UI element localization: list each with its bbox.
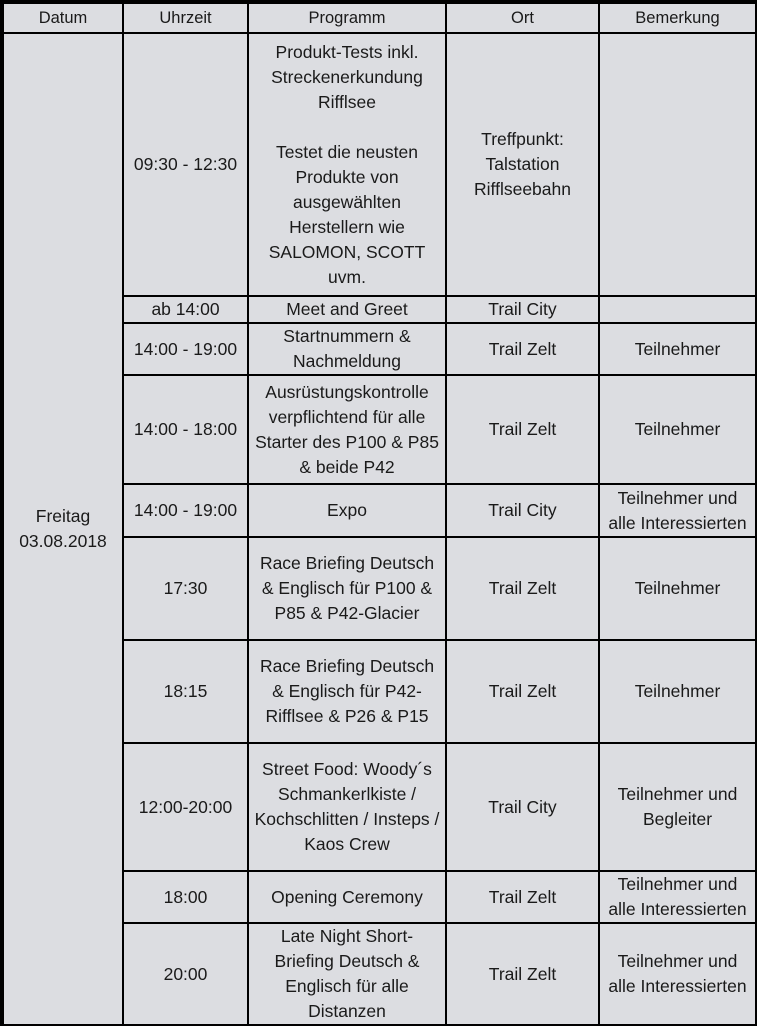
note-cell: Teilnehmer und Begleiter: [599, 743, 756, 871]
header-datum: Datum: [3, 3, 123, 33]
program-cell: Expo: [248, 484, 446, 537]
time-cell: 14:00 - 19:00: [123, 323, 248, 375]
program-cell: Race Briefing Deutsch & Englisch für P100 & P85 & P42-Glacier: [248, 537, 446, 640]
location-cell: Trail Zelt: [446, 537, 599, 640]
program-cell: Ausrüstungskontrolle verpflichtend für alle Starter des P100 & P85 & beide P42: [248, 375, 446, 484]
time-cell: 14:00 - 19:00: [123, 484, 248, 537]
location-cell: Treffpunkt: Talstation Rifflseebahn: [446, 33, 599, 296]
note-cell: Teilnehmer und alle Interessierten: [599, 923, 756, 1025]
location-cell: Trail City: [446, 484, 599, 537]
header-programm: Programm: [248, 3, 446, 33]
note-cell: Teilnehmer und alle Interessierten: [599, 484, 756, 537]
location-cell: Trail City: [446, 296, 599, 323]
note-cell: Teilnehmer: [599, 323, 756, 375]
note-cell: Teilnehmer: [599, 640, 756, 743]
location-cell: Trail Zelt: [446, 640, 599, 743]
note-cell: [599, 296, 756, 323]
location-cell: Trail City: [446, 743, 599, 871]
program-cell: Startnummern & Nachmeldung: [248, 323, 446, 375]
program-cell: Produkt-Tests inkl. Streckenerkundung Rifflsee Testet die neusten Produkte von ausgewählten Herstellern wie SALOMON, SCOTT uvm.: [248, 33, 446, 296]
day-date: 03.08.2018: [19, 531, 107, 551]
program-cell: Meet and Greet: [248, 296, 446, 323]
note-cell: Teilnehmer: [599, 537, 756, 640]
header-uhrzeit: Uhrzeit: [123, 3, 248, 33]
note-cell: [599, 33, 756, 296]
program-cell: Race Briefing Deutsch & Englisch für P42- Rifflsee & P26 & P15: [248, 640, 446, 743]
location-cell: Trail Zelt: [446, 923, 599, 1025]
time-cell: 09:30 - 12:30: [123, 33, 248, 296]
note-cell: Teilnehmer und alle Interessierten: [599, 871, 756, 923]
time-cell: 18:15: [123, 640, 248, 743]
note-cell: Teilnehmer: [599, 375, 756, 484]
time-cell: 18:00: [123, 871, 248, 923]
schedule-table: [2, 2, 757, 1026]
time-cell: 17:30: [123, 537, 248, 640]
day-name: Freitag: [35, 506, 91, 526]
day-cell: [3, 33, 123, 1025]
time-cell: ab 14:00: [123, 296, 248, 323]
program-cell: Opening Ceremony: [248, 871, 446, 923]
program-cell: Late Night Short- Briefing Deutsch & Englisch für alle Distanzen: [248, 923, 446, 1025]
location-cell: Trail Zelt: [446, 871, 599, 923]
header-bemerkung: Bemerkung: [599, 3, 756, 33]
time-cell: 14:00 - 18:00: [123, 375, 248, 484]
time-cell: 20:00: [123, 923, 248, 1025]
time-cell: 12:00-20:00: [123, 743, 248, 871]
location-cell: Trail Zelt: [446, 375, 599, 484]
location-cell: Trail Zelt: [446, 323, 599, 375]
header-ort: Ort: [446, 3, 599, 33]
header-row: [3, 3, 756, 33]
table-row: [3, 33, 756, 296]
program-cell: Street Food: Woody´s Schmankerlkiste / Kochschlitten / Insteps / Kaos Crew: [248, 743, 446, 871]
